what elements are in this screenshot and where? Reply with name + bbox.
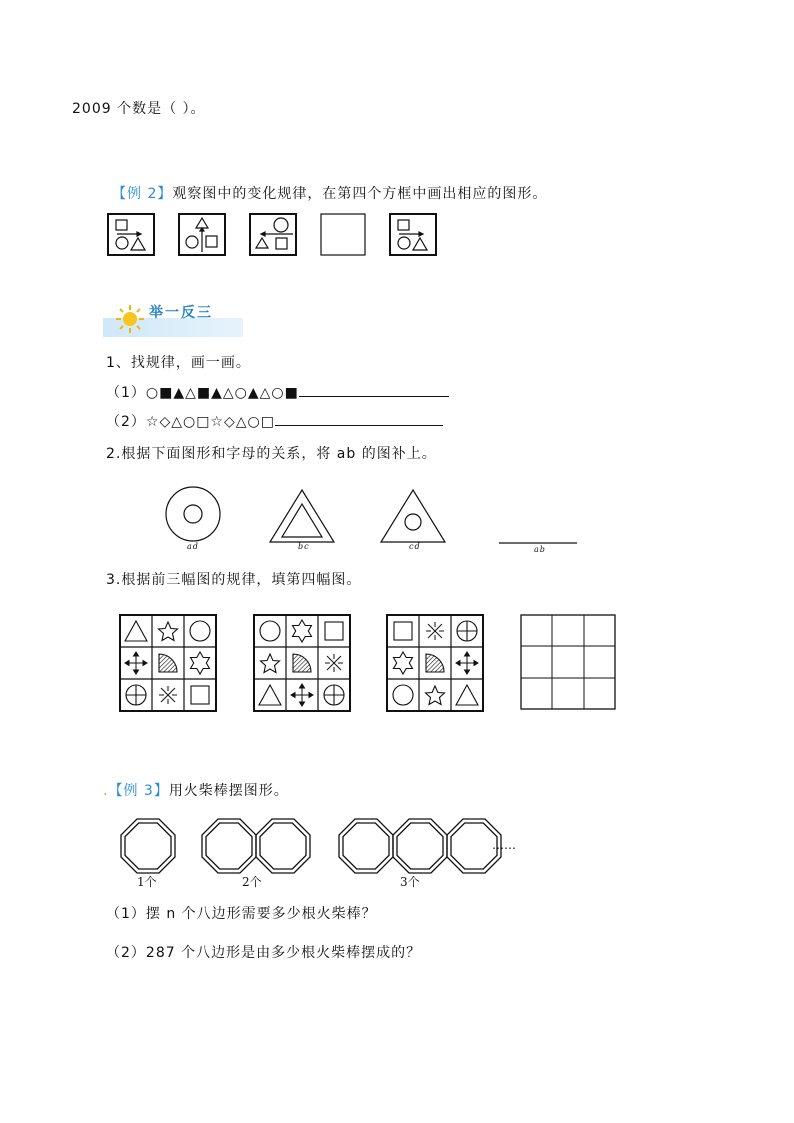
example-2-figure (105, 212, 445, 258)
caption-3: 3个 (400, 875, 420, 889)
example-3-sub-2: （2）287 个八边形是由多少根火柴棒摆成的？ (106, 945, 422, 961)
caption-1: 1个 (137, 875, 157, 889)
example-2-tag-left: 【 (112, 186, 127, 202)
example-3-heading (103, 780, 289, 800)
q2-label-cd: cd (409, 542, 421, 551)
section-banner (103, 301, 243, 337)
q2-label-ad: ad (187, 542, 199, 551)
q1-row-1 (106, 382, 449, 402)
q2-label-bc: bc (298, 542, 310, 551)
q3-title: 3.根据前三幅图的规律，填第四幅图。 (106, 572, 362, 588)
q1-row-2 (106, 411, 443, 431)
example-3-sub-1: （1）摆 n 个八边形需要多少根火柴棒？ (106, 906, 377, 922)
example-2-tag-right: 】 (157, 186, 173, 202)
q2-label-ab: ab (534, 545, 546, 554)
q1-title: 1、找规律，画一画。 (106, 355, 251, 371)
example-2-heading (112, 183, 547, 203)
matchstick-ellipsis: …… (492, 838, 516, 852)
top-line: 2009 个数是（ ）。 (72, 101, 206, 117)
q1-row-2-text: （2）☆◇△○□☆◇△○□ (106, 414, 275, 430)
q1-row-2-blank[interactable] (275, 411, 443, 426)
example-3-text: 用火柴棒摆图形。 (168, 783, 289, 799)
q2-title: 2.根据下面图形和字母的关系，将 ab 的图补上。 (106, 446, 437, 462)
example-2-text: 观察图中的变化规律，在第四个方框中画出相应的图形。 (172, 186, 548, 202)
q3-figure (118, 613, 618, 713)
q1-row-1-text: （1）○■▲△■▲△○▲△○■ (106, 385, 299, 401)
q2-figure (160, 484, 590, 556)
q1-row-1-blank[interactable] (299, 382, 449, 397)
sun-icon (115, 304, 145, 334)
example-2-tag: 例 2 (127, 186, 158, 202)
example-3-tag-right: 】 (153, 783, 169, 799)
caption-2: 2个 (242, 875, 262, 889)
matchstick-figure (118, 815, 498, 877)
example-3-tag: 例 3 (123, 783, 154, 799)
banner-label: 举一反三 (149, 305, 213, 321)
example-3-tag-left: 【 (108, 783, 124, 799)
example-3-prefix: . (103, 783, 109, 799)
